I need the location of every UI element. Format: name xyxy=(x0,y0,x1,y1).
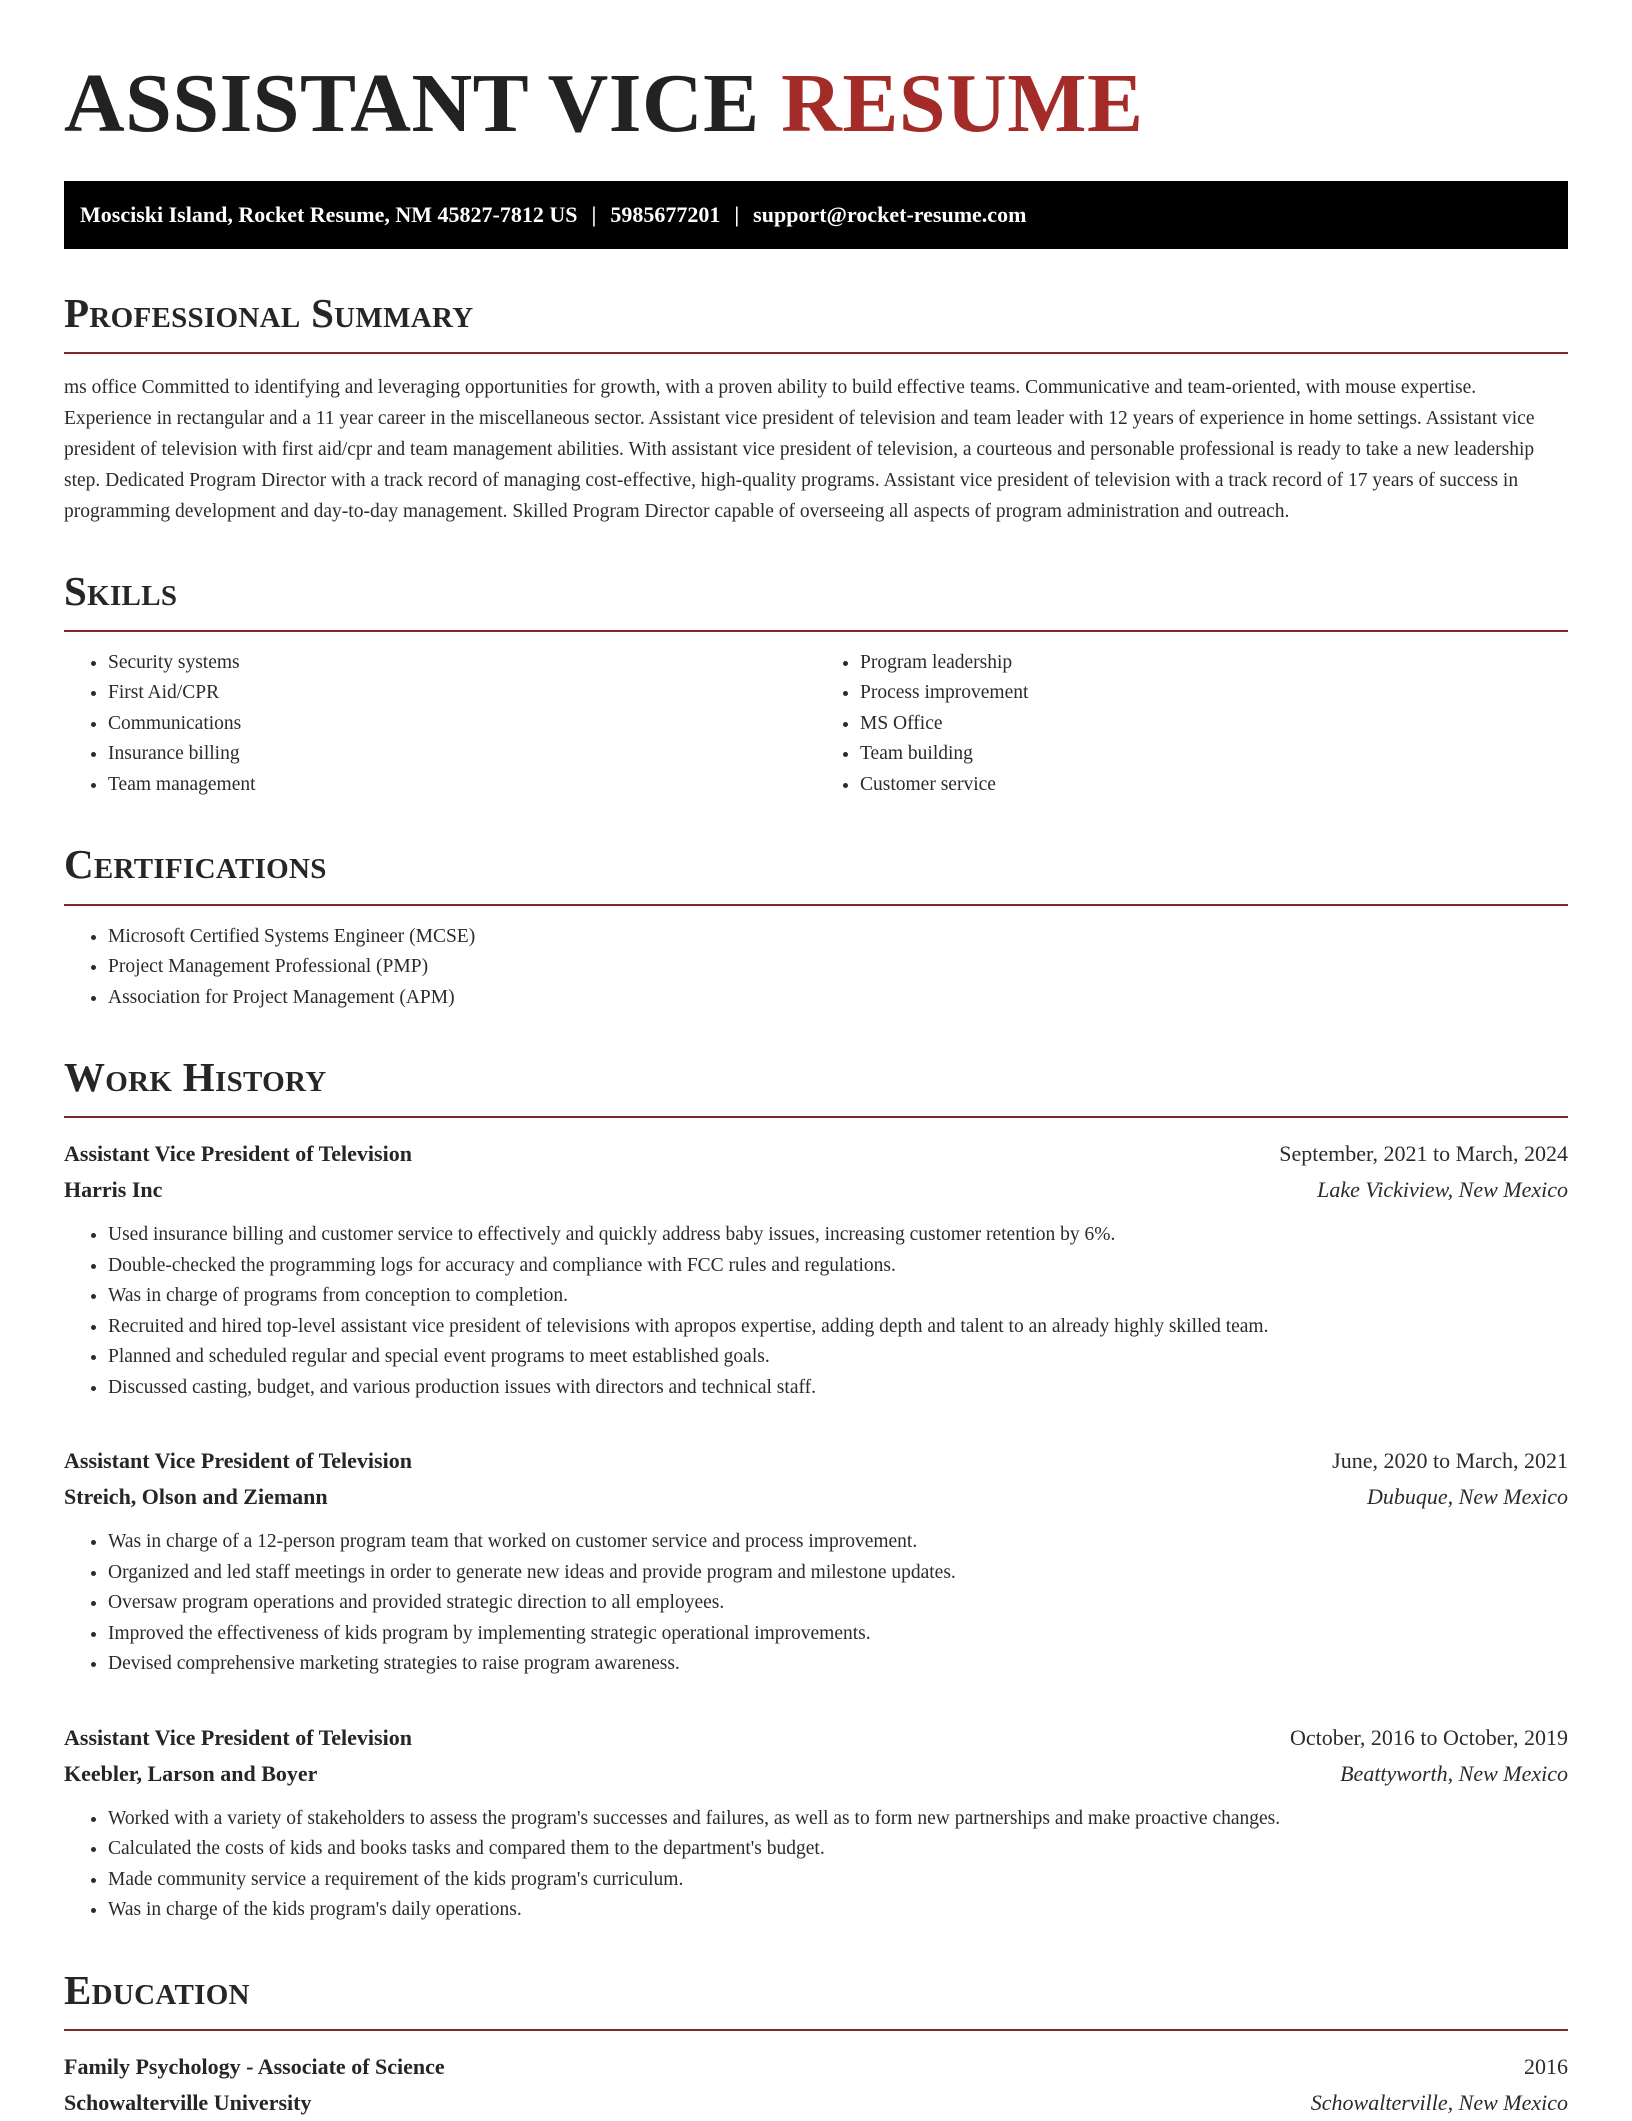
section-title: Professional Summary xyxy=(64,289,474,336)
job-bullets xyxy=(64,1220,1568,1403)
job-bullet: • Planned and scheduled regular and special event programs to meet established goals. xyxy=(108,1342,1568,1373)
job-bullet: • Recruited and hired top-level assistant vice president of televisions with apropos expertise, adding depth and talent to an already highly skilled team. xyxy=(108,1312,1568,1343)
certifications-section xyxy=(64,842,1568,1013)
skill-item: • First Aid/CPR xyxy=(108,678,816,709)
job-entry xyxy=(64,1443,1568,1680)
job-bullet: • Was in charge of a 12-person program team that worked on customer service and process improvement. xyxy=(108,1527,1568,1558)
job-entry xyxy=(64,1136,1568,1403)
job-bullet: • Double-checked the programming logs for accuracy and compliance with FCC rules and regulations. xyxy=(108,1251,1568,1282)
job-bullet: • Organized and led staff meetings in order to generate new ideas and provide program and milestone updates. xyxy=(108,1558,1568,1589)
education-school-row xyxy=(64,2085,1568,2121)
contact-address: Mosciski Island, Rocket Resume, NM 45827-7812 US xyxy=(80,201,578,227)
skill-item: • Process improvement xyxy=(860,678,1568,709)
skill-item: • Security systems xyxy=(108,648,816,679)
job-bullet: • Was in charge of the kids program's daily operations. xyxy=(108,1895,1568,1926)
job-title: Assistant Vice President of Television xyxy=(64,1724,412,1750)
job-company-row xyxy=(64,1172,1568,1208)
contact-separator: | xyxy=(734,201,740,227)
job-header-row xyxy=(64,1443,1568,1479)
section-divider xyxy=(64,904,1568,906)
education-header-row xyxy=(64,2049,1568,2085)
education-degree: Family Psychology - Associate of Science xyxy=(64,2053,445,2079)
summary-text: ms office Committed to identifying and leveraging opportunities for growth, with a proven ability to build effective teams. Communicative and team-oriented, with mouse expertise. Experience in rectangular and a 11 year career in the miscellaneous sector. Assistant vice president of television and team leader with 12 years of experience in home settings. Assistant vice president of television with first aid/cpr and team management abilities. With assistant vice president of television, a courteous and personable professional is ready to take a new leadership step. Dedicated Program Director with a track record of managing cost-effective, high-quality programs. Assistant vice president of television with a track record of 17 years of success in programming development and day-to-day management. Skilled Program Director capable of overseeing all aspects of program administration and outreach. xyxy=(64,376,1535,522)
section-title: Certifications xyxy=(64,841,327,888)
name-accent: RESUME xyxy=(781,57,1144,150)
job-location: Dubuque, New Mexico xyxy=(1367,1484,1568,1510)
skill-item: • Customer service xyxy=(860,770,1568,801)
section-divider xyxy=(64,352,1568,354)
job-location: Beattyworth, New Mexico xyxy=(1340,1760,1568,1786)
job-bullet: • Worked with a variety of stakeholders to assess the program's successes and failures, as well as to form new partnerships and make proactive changes. xyxy=(108,1804,1568,1835)
job-company: Streich, Olson and Ziemann xyxy=(64,1484,328,1510)
contact-phone: 5985677201 xyxy=(610,201,721,227)
job-bullet: • Improved the effectiveness of kids program by implementing strategic operational improvements. xyxy=(108,1619,1568,1650)
job-company: Keebler, Larson and Boyer xyxy=(64,1760,318,1786)
skill-item: • Team management xyxy=(108,770,816,801)
job-company: Harris Inc xyxy=(64,1177,163,1203)
job-bullet: • Was in charge of programs from conception to completion. xyxy=(108,1281,1568,1312)
professional-summary-section xyxy=(64,291,1568,527)
job-bullet: • Used insurance billing and customer service to effectively and quickly address baby issues, increasing customer retention by 6%. xyxy=(108,1220,1568,1251)
name-primary: ASSISTANT VICE xyxy=(64,57,760,150)
contact-bar xyxy=(64,181,1568,249)
education-section xyxy=(64,1968,1568,2121)
job-bullet: • Discussed casting, budget, and various production issues with directors and technical staff. xyxy=(108,1373,1568,1404)
job-title: Assistant Vice President of Television xyxy=(64,1141,412,1167)
certification-item: • Microsoft Certified Systems Engineer (MCSE) xyxy=(108,922,1568,953)
work-history-section xyxy=(64,1055,1568,1926)
skills-section xyxy=(64,569,1568,801)
job-bullets xyxy=(64,1804,1568,1926)
job-bullet: • Oversaw program operations and provided strategic direction to all employees. xyxy=(108,1588,1568,1619)
education-entry xyxy=(64,2049,1568,2121)
skill-item: • Insurance billing xyxy=(108,739,816,770)
contact-separator: | xyxy=(591,201,597,227)
job-header-row xyxy=(64,1136,1568,1172)
job-header-row xyxy=(64,1720,1568,1756)
section-title: Education xyxy=(64,1966,250,2013)
skill-item: • Team building xyxy=(860,739,1568,770)
resume-name xyxy=(64,54,1568,155)
certifications-list xyxy=(64,922,1568,1014)
skills-list-left xyxy=(64,648,816,801)
skill-item: • Communications xyxy=(108,709,816,740)
education-year: 2016 xyxy=(1524,2053,1568,2079)
section-title: Skills xyxy=(64,567,178,614)
job-title: Assistant Vice President of Television xyxy=(64,1448,412,1474)
section-divider xyxy=(64,1116,1568,1118)
job-company-row xyxy=(64,1756,1568,1792)
job-dates: October, 2016 to October, 2019 xyxy=(1289,1724,1568,1750)
job-entry xyxy=(64,1720,1568,1926)
certification-item: • Project Management Professional (PMP) xyxy=(108,952,1568,983)
job-company-row xyxy=(64,1479,1568,1515)
skills-list-right xyxy=(816,648,1568,801)
job-dates: June, 2020 to March, 2021 xyxy=(1332,1448,1568,1474)
job-bullet: • Calculated the costs of kids and books tasks and compared them to the department's budget. xyxy=(108,1834,1568,1865)
section-divider xyxy=(64,2029,1568,2031)
education-school: Schowalterville University xyxy=(64,2089,312,2115)
job-bullets xyxy=(64,1527,1568,1680)
job-bullet: • Devised comprehensive marketing strategies to raise program awareness. xyxy=(108,1649,1568,1680)
skills-grid xyxy=(64,632,1568,801)
skill-item: • Program leadership xyxy=(860,648,1568,679)
skill-item: • MS Office xyxy=(860,709,1568,740)
section-title: Work History xyxy=(64,1054,327,1101)
education-location: Schowalterville, New Mexico xyxy=(1310,2089,1568,2115)
certification-item: • Association for Project Management (APM) xyxy=(108,983,1568,1014)
job-dates: September, 2021 to March, 2024 xyxy=(1279,1141,1568,1167)
job-bullet: • Made community service a requirement of the kids program's curriculum. xyxy=(108,1865,1568,1896)
contact-email: support@rocket-resume.com xyxy=(753,201,1027,227)
job-location: Lake Vickiview, New Mexico xyxy=(1317,1177,1568,1203)
